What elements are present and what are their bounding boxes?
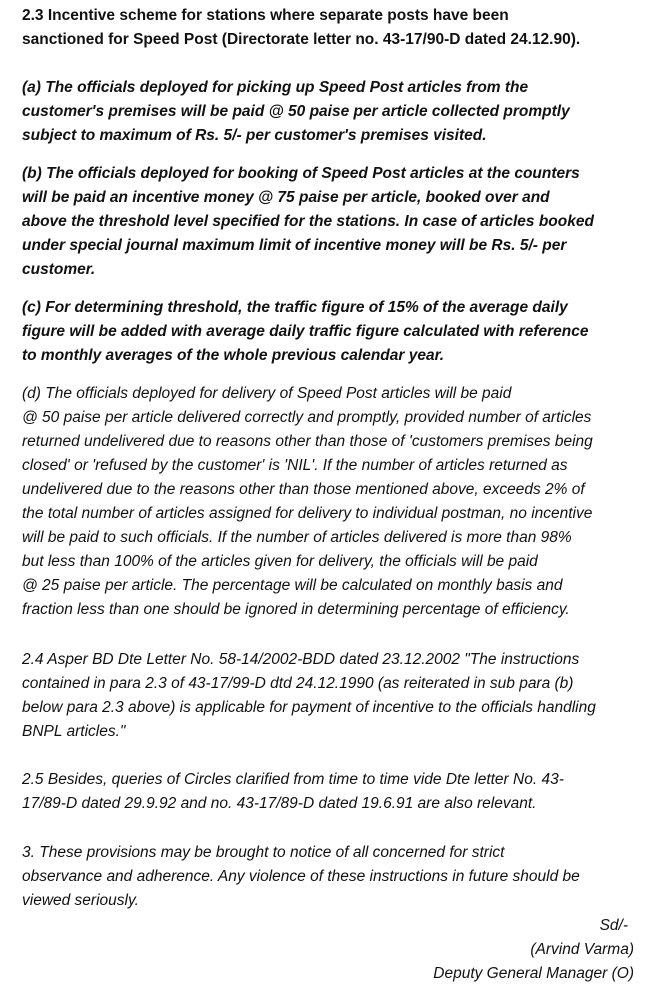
para-d-line: but less than 100% of the articles given for delivery, the officials will be paid	[22, 553, 538, 570]
para-c-line: to monthly averages of the whole previous calendar year.	[22, 347, 445, 364]
para-b-line: (b) The officials deployed for booking of Speed Post articles at the counters	[22, 165, 580, 182]
para-2-4-line: BNPL articles."	[22, 723, 126, 740]
para-2-4-line: contained in para 2.3 of 43-17/99-D dtd 24.12.1990 (as reiterated in sub para (b)	[22, 675, 574, 692]
para-2-5-line: 2.5 Besides, queries of Circles clarified from time to time vide Dte letter No. 43-	[22, 771, 564, 788]
para-3-line: 3. These provisions may be brought to notice of all concerned for strict	[22, 844, 505, 861]
para-d-line: @ 50 paise per article delivered correctly and promptly, provided number of articles	[22, 409, 592, 426]
para-c-line: (c) For determining threshold, the traffic figure of 15% of the average daily	[22, 299, 568, 316]
section-heading-line-1: 2.3 Incentive scheme for stations where separate posts have been	[22, 7, 509, 24]
para-d-line: (d) The officials deployed for delivery of Speed Post articles will be paid	[22, 385, 512, 402]
para-a-line: customer's premises will be paid @ 50 paise per article collected promptly	[22, 103, 570, 120]
para-b-line: under special journal maximum limit of incentive money will be Rs. 5/- per	[22, 237, 567, 254]
para-d-line: closed' or 'refused by the customer' is 'NIL'. If the number of articles returned as	[22, 457, 568, 474]
para-b-line: customer.	[22, 261, 96, 278]
para-d-line: will be paid to such officials. If the number of articles delivered is more than 98%	[22, 529, 572, 546]
para-2-5-line: 17/89-D dated 29.9.92 and no. 43-17/89-D dated 19.6.91 are also relevant.	[22, 795, 537, 812]
signature-sd: Sd/-	[599, 917, 628, 934]
para-d-line: the total number of articles assigned for delivery to individual postman, no incentive	[22, 505, 593, 522]
para-2-4-line: 2.4 Asper BD Dte Letter No. 58-14/2002-BDD dated 23.12.2002 "The instructions	[22, 651, 580, 668]
para-c-line: figure will be added with average daily traffic figure calculated with reference	[22, 323, 589, 340]
para-3-line: viewed seriously.	[22, 892, 139, 909]
para-b-line: above the threshold level specified for the stations. In case of articles booked	[22, 213, 594, 230]
signature-designation: Deputy General Manager (O)	[433, 965, 634, 982]
para-2-4-line: below para 2.3 above) is applicable for payment of incentive to the officials handling	[22, 699, 596, 716]
para-3-line: observance and adherence. Any violence of these instructions in future should be	[22, 868, 580, 885]
para-b-line: will be paid an incentive money @ 75 paise per article, booked over and	[22, 189, 550, 206]
para-d-line: undelivered due to the reasons other than those mentioned above, exceeds 2% of	[22, 481, 585, 498]
para-d-line: fraction less than one should be ignored in determining percentage of efficiency.	[22, 601, 570, 618]
para-d-line: @ 25 paise per article. The percentage will be calculated on monthly basis and	[22, 577, 563, 594]
signature-name: (Arvind Varma)	[530, 941, 634, 958]
section-heading-line-2: sanctioned for Speed Post (Directorate letter no. 43-17/90-D dated 24.12.90).	[22, 31, 581, 48]
para-d-line: returned undelivered due to reasons other than those of 'customers premises being	[22, 433, 593, 450]
para-a-line: (a) The officials deployed for picking up Speed Post articles from the	[22, 79, 529, 96]
para-a-line: subject to maximum of Rs. 5/- per customer's premises visited.	[22, 127, 487, 144]
